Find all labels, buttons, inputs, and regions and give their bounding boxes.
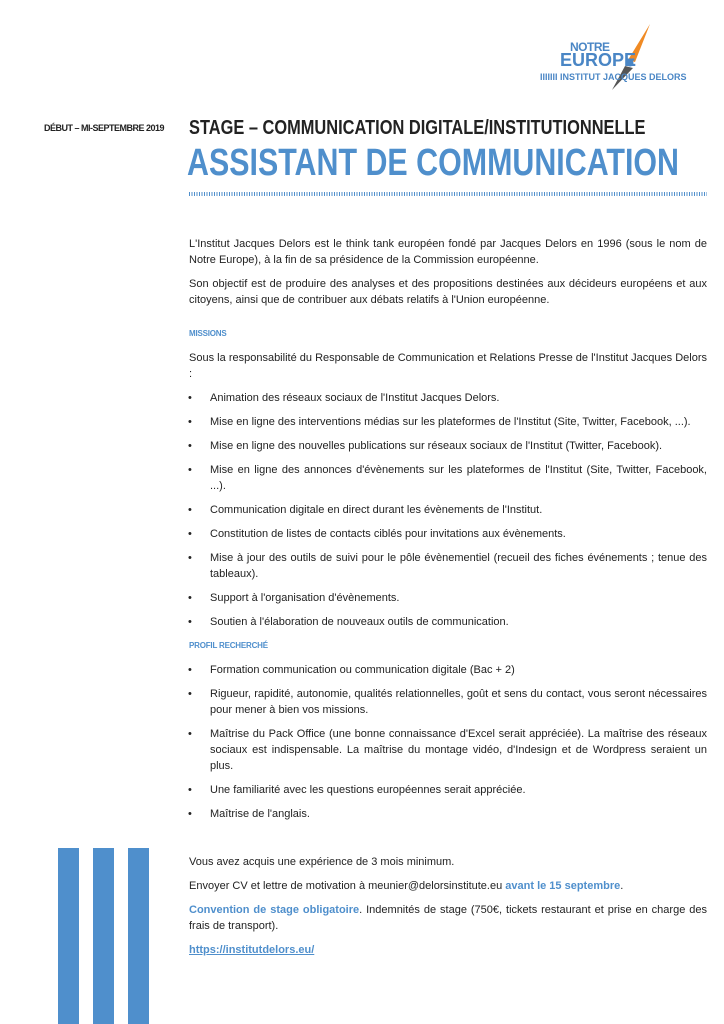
list-item: • Mise en ligne des interventions médias sur les plateformes de l'Institut (Site, Twitter, Facebook, ...). bbox=[189, 414, 707, 430]
website-link[interactable]: https://institutdelors.eu/ bbox=[189, 944, 315, 956]
missions-heading: MISSIONS bbox=[189, 329, 227, 338]
list-item: • Constitution de listes de contacts ciblés pour invitations aux évènements. bbox=[189, 526, 707, 542]
list-item: • Communication digitale en direct durant les évènements de l'Institut. bbox=[189, 502, 707, 518]
missions-list bbox=[189, 390, 707, 630]
missions-intro: Sous la responsabilité du Responsable de Communication et Relations Presse de l'Institut Jacques Delors : bbox=[189, 352, 707, 380]
profile-list bbox=[189, 662, 707, 822]
decorative-bar bbox=[93, 848, 114, 1024]
document-body bbox=[189, 236, 707, 966]
send-text: Envoyer CV et lettre de motivation à meunier@delorsinstitute.eu bbox=[189, 880, 506, 892]
conditions-text bbox=[189, 902, 707, 934]
list-item: • Mise à jour des outils de suivi pour le pôle évènementiel (recueil des fiches événements ; tenue des tableaux). bbox=[189, 550, 707, 582]
list-item: • Mise en ligne des annonces d'évènements sur les plateformes de l'Institut (Site, Twitter, Facebook, ...). bbox=[189, 462, 707, 494]
convention-required: Convention de stage obligatoire bbox=[189, 904, 360, 916]
decorative-bar bbox=[128, 848, 149, 1024]
list-item: • Rigueur, rapidité, autonomie, qualités relationnelles, goût et sens du contact, vous seront nécessaires pour mener à bien vos missions. bbox=[189, 686, 707, 718]
deadline: avant le 15 septembre bbox=[505, 880, 621, 892]
intro-paragraph: L'Institut Jacques Delors est le think tank européen fondé par Jacques Delors en 1996 (sous le nom de Notre Europe), à la fin de sa présidence de la Commission européenne. bbox=[189, 238, 707, 266]
subtitle: STAGE – COMMUNICATION DIGITALE/INSTITUTIONNELLE bbox=[189, 117, 646, 139]
dashed-divider bbox=[189, 192, 707, 196]
list-item: • Soutien à l'élaboration de nouveaux outils de communication. bbox=[189, 614, 707, 630]
page-title: ASSISTANT DE COMMUNICATION bbox=[187, 142, 680, 184]
list-item: • Une familiarité avec les questions européennes serait appréciée. bbox=[189, 782, 707, 798]
logo-line3: IIIIIII INSTITUT JACQUES DELORS bbox=[540, 72, 687, 82]
logo-line1: NOTRE bbox=[570, 40, 610, 54]
profile-heading: PROFIL RECHERCHÉ bbox=[189, 641, 268, 650]
experience-text: Vous avez acquis une expérience de 3 mois minimum. bbox=[189, 856, 455, 868]
stipend-text: . Indemnités de stage (750€, tickets restaurant et prise en charge des frais de transport). bbox=[189, 904, 707, 932]
list-item: • Support à l'organisation d'évènements. bbox=[189, 590, 707, 606]
notre-europe-logo bbox=[540, 22, 690, 90]
list-item: • Formation communication ou communication digitale (Bac + 2) bbox=[189, 662, 707, 678]
list-item: • Animation des réseaux sociaux de l'Institut Jacques Delors. bbox=[189, 390, 707, 406]
start-date: DÉBUT – MI-SEPTEMBRE 2019 bbox=[44, 123, 165, 133]
application-text bbox=[189, 878, 707, 894]
list-item: • Maîtrise de l'anglais. bbox=[189, 806, 707, 822]
decorative-bar bbox=[58, 848, 79, 1024]
period: . bbox=[620, 880, 624, 892]
intro-paragraph: Son objectif est de produire des analyses et des propositions destinées aux décideurs européens et aux citoyens, ainsi que de contribuer aux débats relatifs à l'Union européenne. bbox=[189, 278, 707, 306]
list-item: • Mise en ligne des nouvelles publications sur réseaux sociaux de l'Institut (Twitter, Facebook). bbox=[189, 438, 707, 454]
list-item: • Maîtrise du Pack Office (une bonne connaissance d'Excel serait appréciée). La maîtrise des réseaux sociaux est indispensable. La maîtrise du montage vidéo, d'Indesign et de Wordpress seraient un plus. bbox=[189, 726, 707, 774]
logo-line2: EUROPE bbox=[560, 50, 637, 70]
